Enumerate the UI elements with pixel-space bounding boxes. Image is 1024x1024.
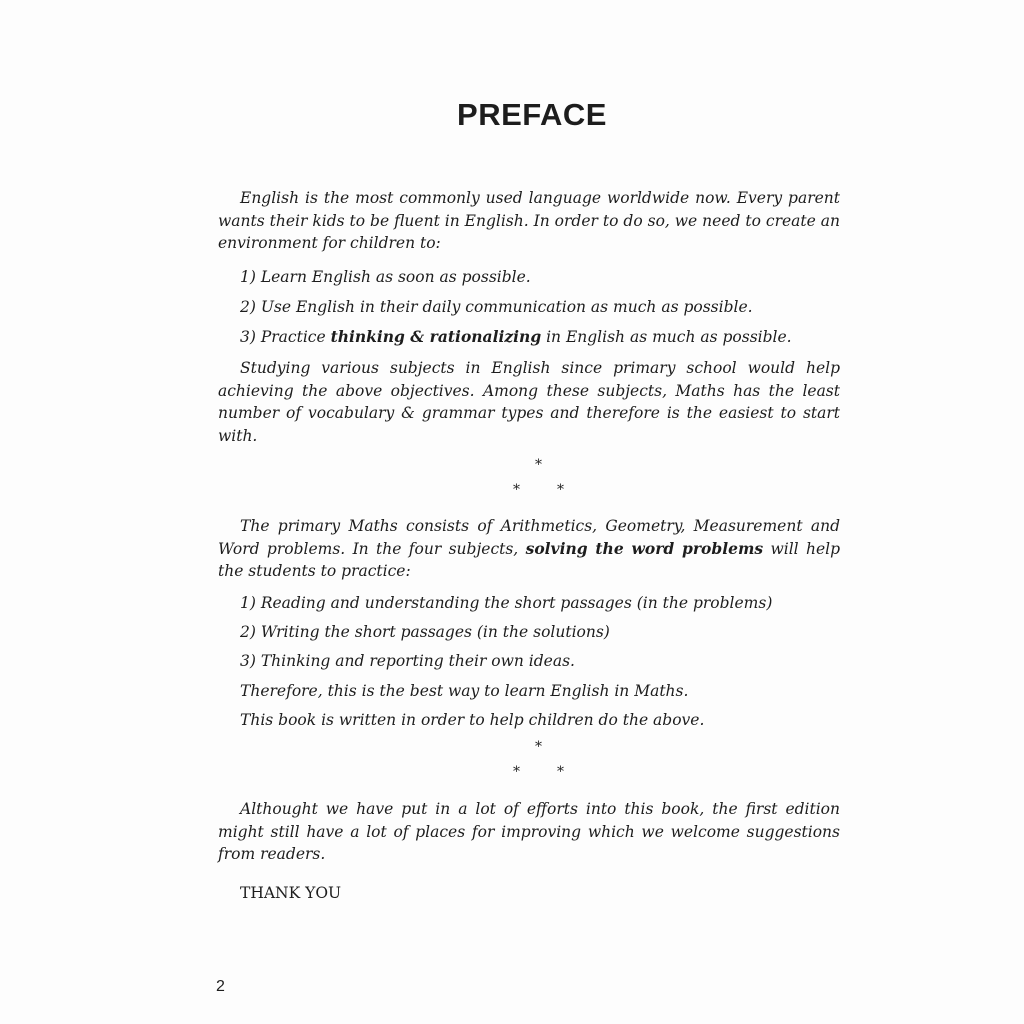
- list-1-item-3-bold: thinking & rationalizing: [330, 327, 542, 346]
- list-1-item-3-suffix: in English as much as possible.: [541, 328, 792, 346]
- list-1-item-3-prefix: 3) Practice: [240, 328, 331, 346]
- paragraph-intro: English is the most commonly used language worldwide now. Every parent wants their kids to be fluent in English. In order to do so, we need to create an environment for children to:: [218, 189, 840, 252]
- separator-star: *: [535, 457, 542, 473]
- list-1-item-2: 2) Use English in their daily communication as much as possible.: [240, 298, 753, 316]
- list-1-item-1: 1) Learn English as soon as possible.: [240, 268, 531, 286]
- separator-star: *: [513, 482, 520, 498]
- paragraph-objectives: Studying various subjects in English since primary school would help achieving the above objectives. Among these subjects, Maths has the least number of vocabulary & grammar types and therefore is the easiest to start with.: [218, 359, 840, 445]
- section-separator-1: [510, 458, 570, 508]
- summary-line-1: Therefore, this is the best way to learn English in Maths.: [240, 682, 689, 700]
- closing-thanks: THANK YOU: [240, 884, 342, 902]
- paragraph-maths-bold: solving the word problems: [525, 538, 764, 558]
- paragraph-maths-suffix: will help the students to practice:: [218, 539, 841, 580]
- separator-star: *: [513, 764, 520, 780]
- list-1-item-3: [240, 326, 792, 348]
- paragraph-closing: Althought we have put in a lot of efforts into this book, the first edition might still have a lot of places for improving which we welcome suggestions from readers.: [218, 800, 840, 863]
- paragraph-maths: [218, 515, 840, 583]
- paragraph-maths-prefix: The primary Maths consists of Arithmetics, Geometry, Measurement and Word problems. In the four subjects,: [218, 517, 840, 558]
- separator-star: *: [557, 482, 564, 498]
- summary-line-2: This book is written in order to help children do the above.: [240, 711, 705, 729]
- list-2-item-1: 1) Reading and understanding the short passages (in the problems): [240, 594, 773, 612]
- separator-star: *: [557, 764, 564, 780]
- page-number: 2: [216, 978, 225, 995]
- section-separator-2: [510, 740, 570, 790]
- list-2-item-3: 3) Thinking and reporting their own ideas.: [240, 652, 575, 670]
- list-2-item-2: 2) Writing the short passages (in the solutions): [240, 623, 610, 641]
- separator-star: *: [535, 739, 542, 755]
- page-title: PREFACE: [457, 97, 607, 132]
